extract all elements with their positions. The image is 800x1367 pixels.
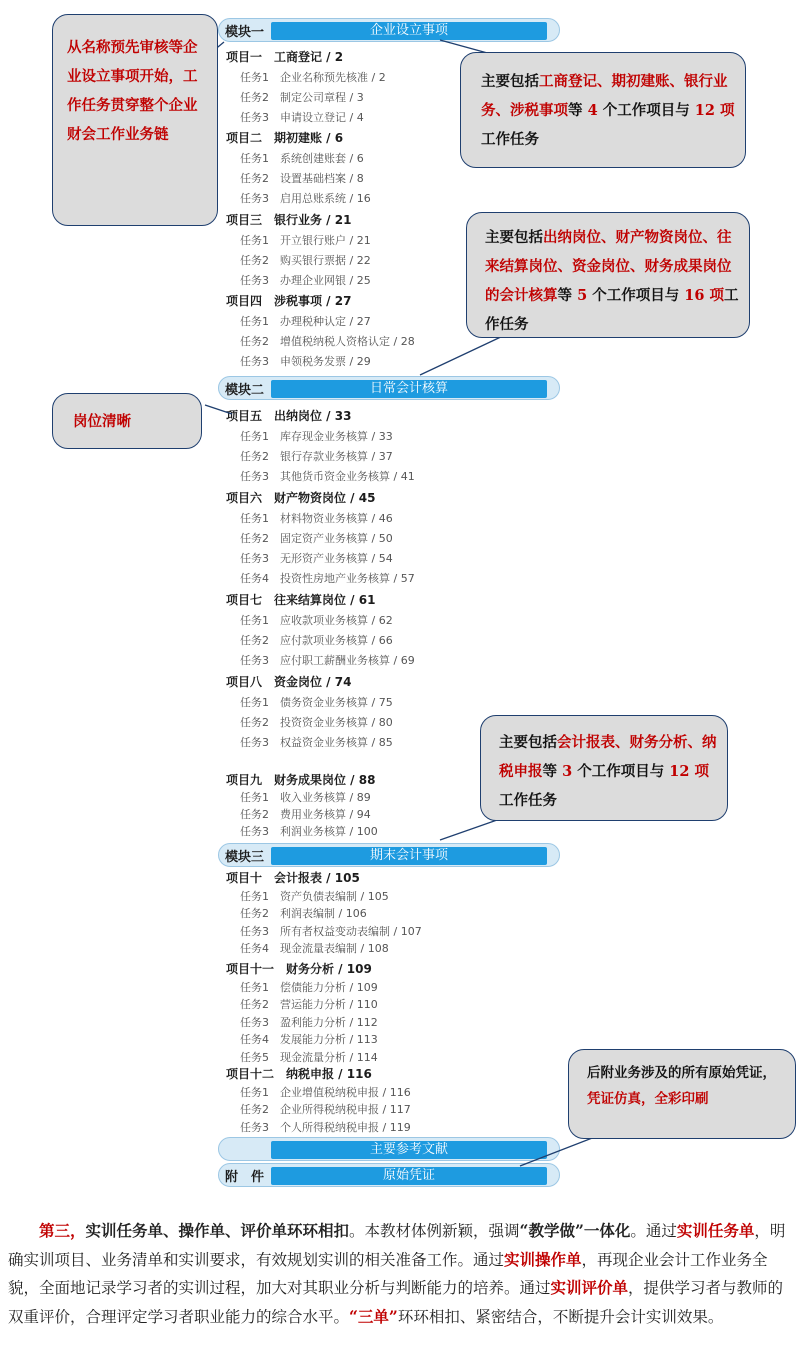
t: ，明确实训项目、业务清单和实训要求，有效规划实训的相关准备工作。通过	[8, 1222, 786, 1269]
body-paragraph	[8, 1217, 792, 1331]
task-item: 任务2 增值税纳税人资格认定 / 28	[240, 335, 415, 348]
task-item: 任务3 无形资产业务核算 / 54	[240, 552, 393, 565]
callout-left-2	[52, 393, 202, 449]
t: 项	[720, 102, 735, 119]
t: 个工作项目与	[602, 102, 690, 119]
callout-right-2	[466, 212, 750, 338]
task-item: 任务4 现金流量表编制 / 108	[240, 942, 389, 955]
task-item: 任务3 申领税务发票 / 29	[240, 355, 371, 368]
t: 凭证仿真，全彩印刷	[587, 1091, 709, 1107]
task-item: 任务2 营运能力分析 / 110	[240, 998, 378, 1011]
module-tag: 模块二	[225, 383, 265, 398]
task-item: 任务3 申请设立登记 / 4	[240, 111, 364, 124]
task-item: 任务3 其他货币资金业务核算 / 41	[240, 470, 415, 483]
project-heading: 项目五 出纳岗位 / 33	[226, 409, 352, 423]
callout-text: 岗位清晰	[73, 413, 131, 430]
t: 等	[557, 287, 572, 304]
t: 实训任务单、操作单、评价单环环相扣	[85, 1221, 350, 1240]
task-item: 任务1 开立银行账户 / 21	[240, 234, 371, 247]
task-item: 任务3 权益资金业务核算 / 85	[240, 736, 393, 749]
t: 实训评价单	[550, 1278, 629, 1297]
project-heading: 项目二 期初建账 / 6	[226, 131, 344, 145]
task-item: 任务1 材料物资业务核算 / 46	[240, 512, 393, 525]
t: 实训任务单	[676, 1221, 755, 1240]
t: 第三，	[39, 1221, 86, 1240]
task-item: 任务1 企业名称预先核准 / 2	[240, 71, 386, 84]
t: 个工作项目与	[592, 287, 680, 304]
task-item: 任务5 现金流量分析 / 114	[240, 1050, 378, 1064]
task-item: 任务3 办理企业网银 / 25	[240, 274, 371, 287]
t: 主要包括	[481, 73, 539, 90]
t: 12	[694, 102, 715, 119]
callout-text: 从名称预先审核等企业设立事项开始，工作任务贯穿整个企业财会工作业务链	[67, 39, 198, 143]
t: 。通过	[630, 1222, 677, 1240]
t: 项	[709, 287, 725, 304]
t: 12	[669, 763, 690, 780]
t: 工作任务	[481, 131, 539, 148]
project-heading: 项目四 涉税事项 / 27	[226, 294, 352, 308]
task-item: 任务4 投资性房地产业务核算 / 57	[240, 572, 415, 585]
task-item: 任务2 企业所得税纳税申报 / 117	[240, 1103, 411, 1116]
task-item: 任务3 启用总账系统 / 16	[240, 192, 371, 205]
task-item: 任务3 盈利能力分析 / 112	[240, 1015, 378, 1029]
t: 等	[542, 763, 557, 780]
task-item: 任务3 个人所得税纳税申报 / 119	[240, 1120, 411, 1134]
task-item: 任务3 利润业务核算 / 100	[240, 825, 378, 838]
task-item: 任务3 所有者权益变动表编制 / 107	[240, 924, 422, 938]
project-heading: 项目七 往来结算岗位 / 61	[226, 593, 376, 607]
t: 出纳岗位、财产物资岗位、往来结算岗位、资金岗位、财务成果岗位的会计核算	[485, 229, 732, 304]
task-item: 任务1 债务资金业务核算 / 75	[240, 696, 393, 709]
task-item: 任务4 发展能力分析 / 113	[240, 1033, 378, 1046]
module-tag: 附 件	[225, 1170, 265, 1185]
t: 4	[587, 102, 598, 119]
module-title: 企业设立事项	[271, 22, 547, 40]
t: 会计报表、财务分析、纳税申报	[499, 734, 717, 780]
callout-right-1	[460, 52, 746, 168]
t: 工商登记、期初建账、银行业务、涉税事项	[481, 73, 728, 119]
task-item: 任务1 办理税种认定 / 27	[240, 315, 371, 328]
project-heading: 项目十一 财务分析 / 109	[226, 962, 372, 976]
task-item: 任务2 固定资产业务核算 / 50	[240, 532, 393, 545]
t: 后附业务涉及的所有原始凭证，	[587, 1065, 776, 1081]
project-heading: 项目十 会计报表 / 105	[226, 871, 360, 885]
task-item: 任务1 库存现金业务核算 / 33	[240, 430, 393, 443]
project-heading: 项目三 银行业务 / 21	[226, 213, 352, 227]
t: 16	[684, 287, 705, 304]
t: 3	[562, 763, 573, 780]
task-item: 任务2 投资资金业务核算 / 80	[240, 716, 393, 729]
task-item: 任务2 制定公司章程 / 3	[240, 91, 364, 104]
t: 等	[568, 102, 583, 119]
t: 5	[577, 287, 588, 304]
task-item: 任务3 应付职工薪酬业务核算 / 69	[240, 654, 415, 667]
t: 个工作项目与	[577, 763, 665, 780]
task-item: 任务2 应付款项业务核算 / 66	[240, 634, 393, 647]
t: 主要包括	[485, 229, 543, 246]
callout-left-1	[52, 14, 218, 226]
project-heading: 项目八 资金岗位 / 74	[226, 675, 352, 689]
t: 工作任务	[499, 792, 557, 809]
task-item: 任务2 设置基础档案 / 8	[240, 172, 364, 185]
module-title: 原始凭证	[271, 1167, 547, 1185]
task-item: 任务2 利润表编制 / 106	[240, 907, 367, 920]
task-item: 任务1 应收款项业务核算 / 62	[240, 614, 393, 627]
task-item: 任务2 费用业务核算 / 94	[240, 808, 371, 821]
t: ，提供学习者与教师的双重评价，合理评定学习者职业能力的综合水平。	[8, 1279, 784, 1326]
t: 环环相扣、紧密结合，不断提升会计实训效果。	[397, 1307, 724, 1326]
task-item: 任务1 系统创建账套 / 6	[240, 152, 364, 165]
task-item: 任务2 银行存款业务核算 / 37	[240, 450, 393, 463]
t: “教学做”一体化	[519, 1221, 631, 1240]
t: 项	[694, 763, 710, 780]
t: ，再现企业会计工作业务全貌，全面地记录学习者的实训过程，加大对其职业分析与判断能力的培养。通过	[8, 1250, 768, 1297]
t: “三单”	[349, 1306, 398, 1326]
module-tag: 模块三	[225, 850, 265, 865]
project-heading: 项目六 财产物资岗位 / 45	[226, 491, 376, 505]
t: 实训操作单	[504, 1249, 582, 1269]
t: 工作任务	[485, 287, 739, 333]
task-item: 任务2 购买银行票据 / 22	[240, 254, 371, 267]
callout-right-4	[568, 1049, 796, 1139]
project-heading: 项目一 工商登记 / 2	[226, 50, 344, 64]
task-item: 任务1 企业增值税纳税申报 / 116	[240, 1085, 411, 1099]
project-heading: 项目十二 纳税申报 / 116	[226, 1067, 372, 1081]
t: 。本教材体例新颖，强调	[349, 1222, 520, 1240]
task-item: 任务1 收入业务核算 / 89	[240, 791, 371, 804]
callout-right-3	[480, 715, 728, 821]
module-tag: 模块一	[225, 25, 265, 40]
t: 主要包括	[499, 734, 557, 751]
task-item: 任务1 偿债能力分析 / 109	[240, 980, 378, 994]
module-title: 主要参考文献	[271, 1141, 547, 1159]
module-title: 期末会计事项	[271, 847, 547, 865]
project-heading: 项目九 财务成果岗位 / 88	[226, 773, 376, 787]
task-item: 任务1 资产负债表编制 / 105	[240, 889, 389, 903]
module-title: 日常会计核算	[271, 380, 547, 398]
